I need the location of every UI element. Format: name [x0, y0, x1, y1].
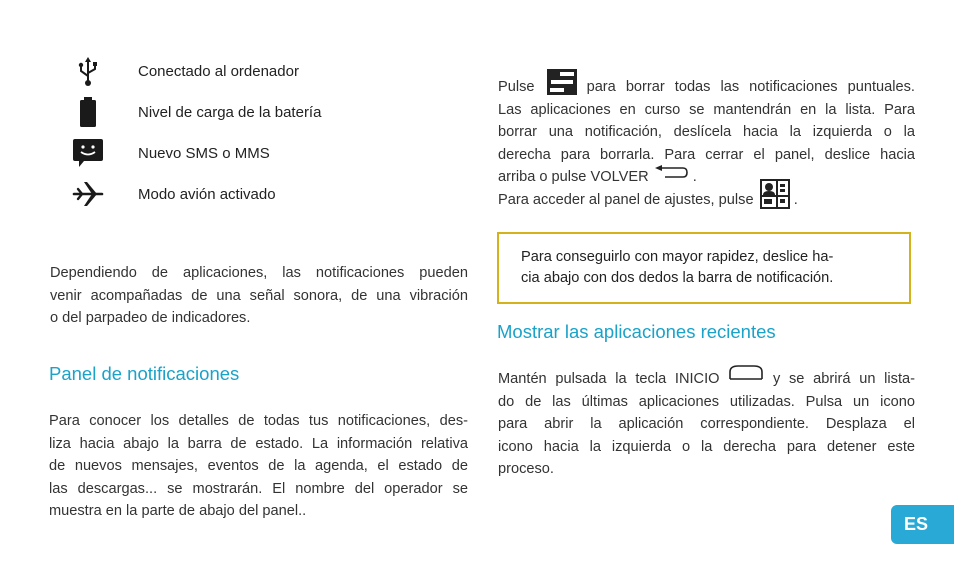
- panel-line: liza hacia abajo la barra de estado. La información relativa: [49, 435, 468, 452]
- panel-line: de nuevos mensajes, eventos de la agenda, el estado de: [49, 458, 468, 475]
- home-line-start: Mantén pulsada la tecla INICIO: [498, 371, 720, 387]
- panel-paragraph: [49, 410, 468, 523]
- status-label-usb: Conectado al ordenador: [138, 62, 299, 80]
- clear-all-icon: [547, 69, 577, 103]
- panel-line: las descargas... se mostrarán. El nombre del operador se: [49, 480, 468, 497]
- clear-line: Las aplicaciones en curso se mantendrán en la lista. Para: [498, 101, 915, 118]
- intro-line: venir acompañadas de una señal sonora, de una vibración: [50, 287, 468, 304]
- settings-line-end: .: [793, 191, 798, 208]
- usb-icon: [72, 54, 104, 88]
- intro-paragraph: [50, 262, 468, 330]
- intro-line: o del parpadeo de indicadores.: [50, 310, 251, 327]
- panel-line: Para conocer los detalles de todas tus notificaciones, des-: [49, 413, 468, 429]
- status-row-battery: [72, 95, 322, 129]
- recent-line: do de las últimas aplicaciones utilizadas. Pulsa un icono: [498, 393, 915, 410]
- status-row-airplane: [72, 177, 276, 211]
- home-line-end: y se abrirá un lista-: [772, 371, 915, 387]
- clear-line: borrar una notificación, deslícela hacia la izquierda o la: [498, 124, 915, 141]
- language-tab: ES: [891, 505, 954, 544]
- home-line: [498, 368, 915, 391]
- clear-paragraph: [498, 76, 915, 212]
- panel-line: muestra en la parte de abajo del panel..: [49, 503, 307, 520]
- settings-line: [498, 189, 915, 212]
- status-label-sms: Nuevo SMS o MMS: [138, 144, 270, 162]
- status-label-battery: Nivel de carga de la batería: [138, 103, 322, 121]
- home-icon: [728, 364, 764, 388]
- panel-heading: Panel de notificaciones: [49, 363, 240, 384]
- pulse-line: [498, 76, 915, 99]
- status-label-airplane: Modo avión activado: [138, 185, 276, 203]
- quick-settings-icon: [760, 179, 790, 217]
- recent-line: proceso.: [498, 461, 554, 478]
- back-icon: [653, 164, 689, 187]
- back-line-end: .: [692, 169, 697, 186]
- pulse-rest: para borrar todas las notificaciones puntuales.: [586, 79, 915, 95]
- intro-line: Dependiendo de aplicaciones, las notificaciones pueden: [50, 265, 468, 281]
- battery-icon: [72, 95, 104, 129]
- tip-text: [521, 247, 887, 289]
- recent-line: para abrir la aplicación correspondiente. Desplaza el: [498, 416, 915, 433]
- tip-line: cia abajo con dos dedos la barra de notificación.: [521, 270, 834, 286]
- tip-line: Para conseguirlo con mayor rapidez, deslice ha-: [521, 249, 834, 265]
- recent-line: icono hacia la izquierda o la derecha para detener este: [498, 438, 915, 455]
- back-line: [498, 166, 915, 189]
- clear-line: derecha para borrarla. Para cerrar el panel, deslice hacia: [498, 146, 915, 163]
- status-row-sms: [72, 136, 270, 170]
- airplane-icon: [72, 177, 104, 211]
- sms-icon: [72, 136, 104, 170]
- tip-box: [497, 232, 911, 304]
- recent-apps-heading: Mostrar las aplicaciones recientes: [497, 321, 776, 342]
- settings-line-text: Para acceder al panel de ajustes, pulse: [498, 191, 754, 208]
- recent-paragraph: [498, 368, 915, 481]
- pulse-word: Pulse: [498, 79, 535, 95]
- back-line-text: arriba o pulse VOLVER: [498, 169, 649, 186]
- status-row-usb: [72, 54, 299, 88]
